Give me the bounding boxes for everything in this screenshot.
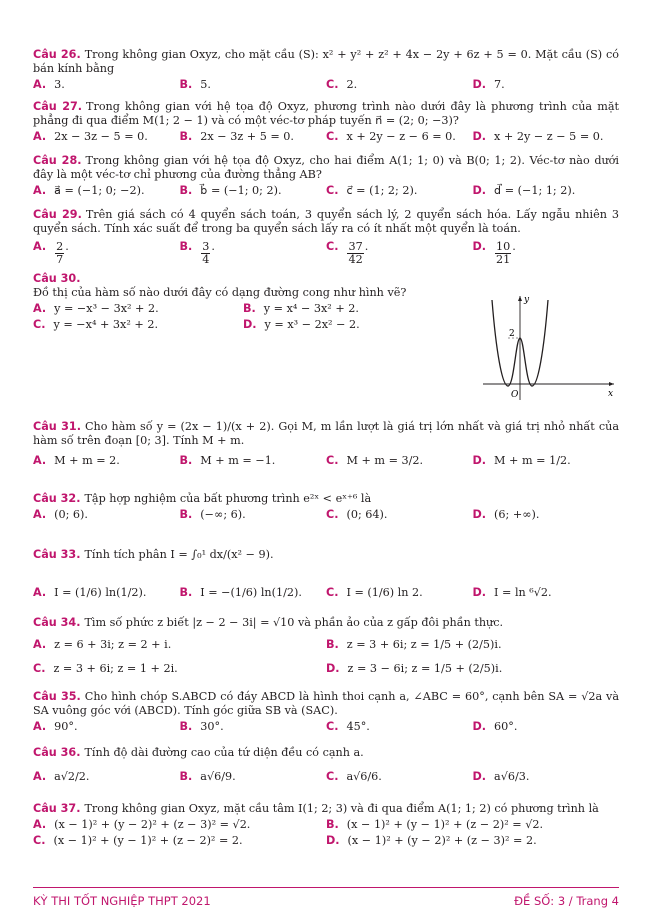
question-text: Cho hình chóp S.ABCD có đáy ABCD là hình thoi cạnh a, ∠ABC = 60°, cạnh bên SA = √2a và SA vuông góc với (ABCD). Tính góc giữa SB và (SAC). xyxy=(33,690,619,717)
option-a: A. a√2/2. xyxy=(33,770,90,783)
option-d: D. y = x³ − 2x² − 2. xyxy=(243,318,360,331)
question-text: Trong không gian với hệ tọa độ Oxyz, phương trình nào dưới đây là phương trình của mặt phẳng đi qua điểm M(1; 2 − 1) và có một véc-tơ pháp tuyến n⃗ = (2; 0; −3)? xyxy=(33,100,619,127)
option-b: B. 2x − 3z + 5 = 0. xyxy=(179,130,294,143)
option-a: A. (x − 1)² + (y − 2)² + (z − 3)² = √2. xyxy=(33,818,251,831)
option-d: D. d⃗ = (−1; 1; 2). xyxy=(472,184,576,197)
option-c: C. M + m = 3/2. xyxy=(326,454,424,467)
question-37 xyxy=(33,802,619,848)
question-text: Tìm số phức z biết |z − 2 − 3i| = √10 và phần ảo của z gấp đôi phần thực. xyxy=(84,616,504,629)
origin-label: O xyxy=(511,390,519,400)
option-b: B. $\frac{3}{4}$ . xyxy=(179,240,215,266)
option-a: A. I = (1/6) ln(1/2). xyxy=(33,586,147,599)
question-text: Trên giá sách có 4 quyển sách toán, 3 quyển sách lý, 2 quyển sách hóa. Lấy ngẫu nhiên 3 quyển sách. Tính xác suất để trong ba quyển sách lấy ra có ít nhất một quyển là toán. xyxy=(33,208,619,235)
options xyxy=(33,240,619,266)
fraction: $\frac{37}{42}$ xyxy=(348,240,363,266)
question-28 xyxy=(33,154,619,198)
option-a: A. 2x − 3z − 5 = 0. xyxy=(33,130,148,143)
options xyxy=(33,130,619,144)
exam-title: KỲ THI TỐT NGHIỆP THPT 2021 xyxy=(33,894,211,908)
question-26 xyxy=(33,48,619,92)
options xyxy=(33,818,619,832)
options xyxy=(33,454,619,468)
option-b: B. z = 3 + 6i; z = 1/5 + (2/5)i. xyxy=(326,638,502,651)
question-31 xyxy=(33,420,619,468)
question-number: Câu 34. xyxy=(33,616,81,629)
option-a: A. y = −x³ − 3x² + 2. xyxy=(33,302,159,315)
question-29 xyxy=(33,208,619,266)
options xyxy=(33,508,619,522)
page-number: ĐỀ SỐ: 3 / Trang 4 xyxy=(514,894,619,908)
option-a: A. $\frac{2}{7}$ . xyxy=(33,240,69,266)
option-c: C. y = −x⁴ + 3x² + 2. xyxy=(33,318,159,331)
option-c: C. x + 2y − z − 6 = 0. xyxy=(326,130,456,143)
options xyxy=(33,662,619,676)
option-c: C. (x − 1)² + (y − 1)² + (z − 2)² = 2. xyxy=(33,834,243,847)
option-c: C. 45°. xyxy=(326,720,370,733)
question-text: Đồ thị của hàm số nào dưới đây có dạng đường cong như hình vẽ? xyxy=(33,286,407,299)
option-d: D. 60°. xyxy=(472,720,518,733)
option-b: B. y = x⁴ − 3x² + 2. xyxy=(243,302,359,315)
question-text: Tính độ dài đường cao của tứ diện đều có cạnh a. xyxy=(84,746,364,759)
option-b: B. M + m = −1. xyxy=(179,454,276,467)
option-a: A. M + m = 2. xyxy=(33,454,120,467)
option-b: B. b⃗ = (−1; 0; 2). xyxy=(179,184,282,197)
option-d: D. x + 2y − z − 5 = 0. xyxy=(472,130,604,143)
option-c: C. z = 3 + 6i; z = 1 + 2i. xyxy=(33,662,178,675)
option-c: C. a√6/6. xyxy=(326,770,382,783)
question-number: Câu 35. xyxy=(33,690,81,703)
tick-label: 2 xyxy=(509,329,515,339)
option-d: D. z = 3 − 6i; z = 1/5 + (2/5)i. xyxy=(326,662,503,675)
options xyxy=(33,834,619,848)
question-34 xyxy=(33,616,619,676)
question-number: Câu 26. xyxy=(33,48,81,61)
option-c: C. I = (1/6) ln 2. xyxy=(326,586,423,599)
option-c: C. 2. xyxy=(326,78,358,91)
question-text: Trong không gian với hệ tọa độ Oxyz, cho hai điểm A(1; 1; 0) và B(0; 1; 2). Véc-tơ nào dưới đây là một véc-tơ chỉ phương của đường thẳng AB? xyxy=(33,154,619,181)
option-a: A. (0; 6). xyxy=(33,508,88,521)
option-b: B. (−∞; 6). xyxy=(179,508,246,521)
question-number: Câu 31. xyxy=(33,420,81,433)
option-b: B. 30°. xyxy=(179,720,224,733)
question-number: Câu 27. xyxy=(33,100,83,113)
question-number: Câu 29. xyxy=(33,208,82,221)
question-number: Câu 28. xyxy=(33,154,82,167)
question-text: Tính tích phân I = ∫₀¹ dx/(x² − 9). xyxy=(84,548,274,561)
options xyxy=(33,302,473,316)
question-30 xyxy=(33,272,473,332)
fraction: $\frac{10}{21}$ xyxy=(496,240,511,266)
question-35 xyxy=(33,690,619,734)
x-axis-arrow xyxy=(609,382,614,386)
fraction: $\frac{3}{4}$ xyxy=(202,240,210,266)
question-number: Câu 36. xyxy=(33,746,81,759)
option-d: D. (6; +∞). xyxy=(472,508,540,521)
option-d: D. 7. xyxy=(472,78,505,91)
option-d: D. $\frac{10}{21}$ . xyxy=(472,240,516,266)
options xyxy=(33,78,619,92)
question-27 xyxy=(33,100,619,144)
fraction: $\frac{2}{7}$ xyxy=(56,240,64,266)
options xyxy=(33,184,619,198)
y-label: y xyxy=(524,295,530,305)
question-number: Câu 30. xyxy=(33,272,81,285)
option-c: C. c⃗ = (1; 2; 2). xyxy=(326,184,418,197)
question-text: Tập hợp nghiệm của bất phương trình e²ˣ < eˣ⁺⁶ là xyxy=(84,492,372,505)
option-b: B. a√6/9. xyxy=(179,770,236,783)
option-b: B. I = −(1/6) ln(1/2). xyxy=(179,586,302,599)
options xyxy=(33,318,473,332)
option-b: B. (x − 1)² + (y − 1)² + (z − 2)² = √2. xyxy=(326,818,544,831)
option-d: D. I = ln ⁶√2. xyxy=(472,586,552,599)
option-c: C. $\frac{37}{42}$ . xyxy=(326,240,369,266)
option-a: A. 90°. xyxy=(33,720,78,733)
options xyxy=(33,638,619,652)
option-c: C. (0; 64). xyxy=(326,508,388,521)
option-b: B. 5. xyxy=(179,78,211,91)
question-text: Cho hàm số y = (2x − 1)/(x + 2). Gọi M, m lần lượt là giá trị lớn nhất và giá trị nhỏ nhất của hàm số trên đoạn [0; 3]. Tính M + m. xyxy=(33,420,619,447)
page-footer xyxy=(33,887,619,908)
question-number: Câu 37. xyxy=(33,802,81,815)
option-d: D. a√6/3. xyxy=(472,770,530,783)
option-a: A. 3. xyxy=(33,78,65,91)
question-text: Trong không gian Oxyz, cho mặt cầu (S): x² + y² + z² + 4x − 2y + 6z + 5 = 0. Mặt cầu (S) có bán kính bằng xyxy=(33,48,619,75)
option-d: D. (x − 1)² + (y − 2)² + (z − 3)² = 2. xyxy=(326,834,537,847)
question-number: Câu 33. xyxy=(33,548,81,561)
option-a: A. a⃗ = (−1; 0; −2). xyxy=(33,184,145,197)
question-text: Trong không gian Oxyz, mặt cầu tâm I(1; 2; 3) và đi qua điểm A(1; 1; 2) có phương trình là xyxy=(84,802,599,815)
y-axis-arrow xyxy=(518,296,522,301)
options xyxy=(33,720,619,734)
options xyxy=(33,586,619,600)
question-36 xyxy=(33,746,619,784)
function-graph xyxy=(478,290,618,405)
x-label: x xyxy=(608,389,614,399)
options xyxy=(33,770,619,784)
question-33 xyxy=(33,548,619,600)
option-d: D. M + m = 1/2. xyxy=(472,454,571,467)
question-32 xyxy=(33,492,619,522)
option-a: A. z = 6 + 3i; z = 2 + i. xyxy=(33,638,172,651)
question-number: Câu 32. xyxy=(33,492,81,505)
